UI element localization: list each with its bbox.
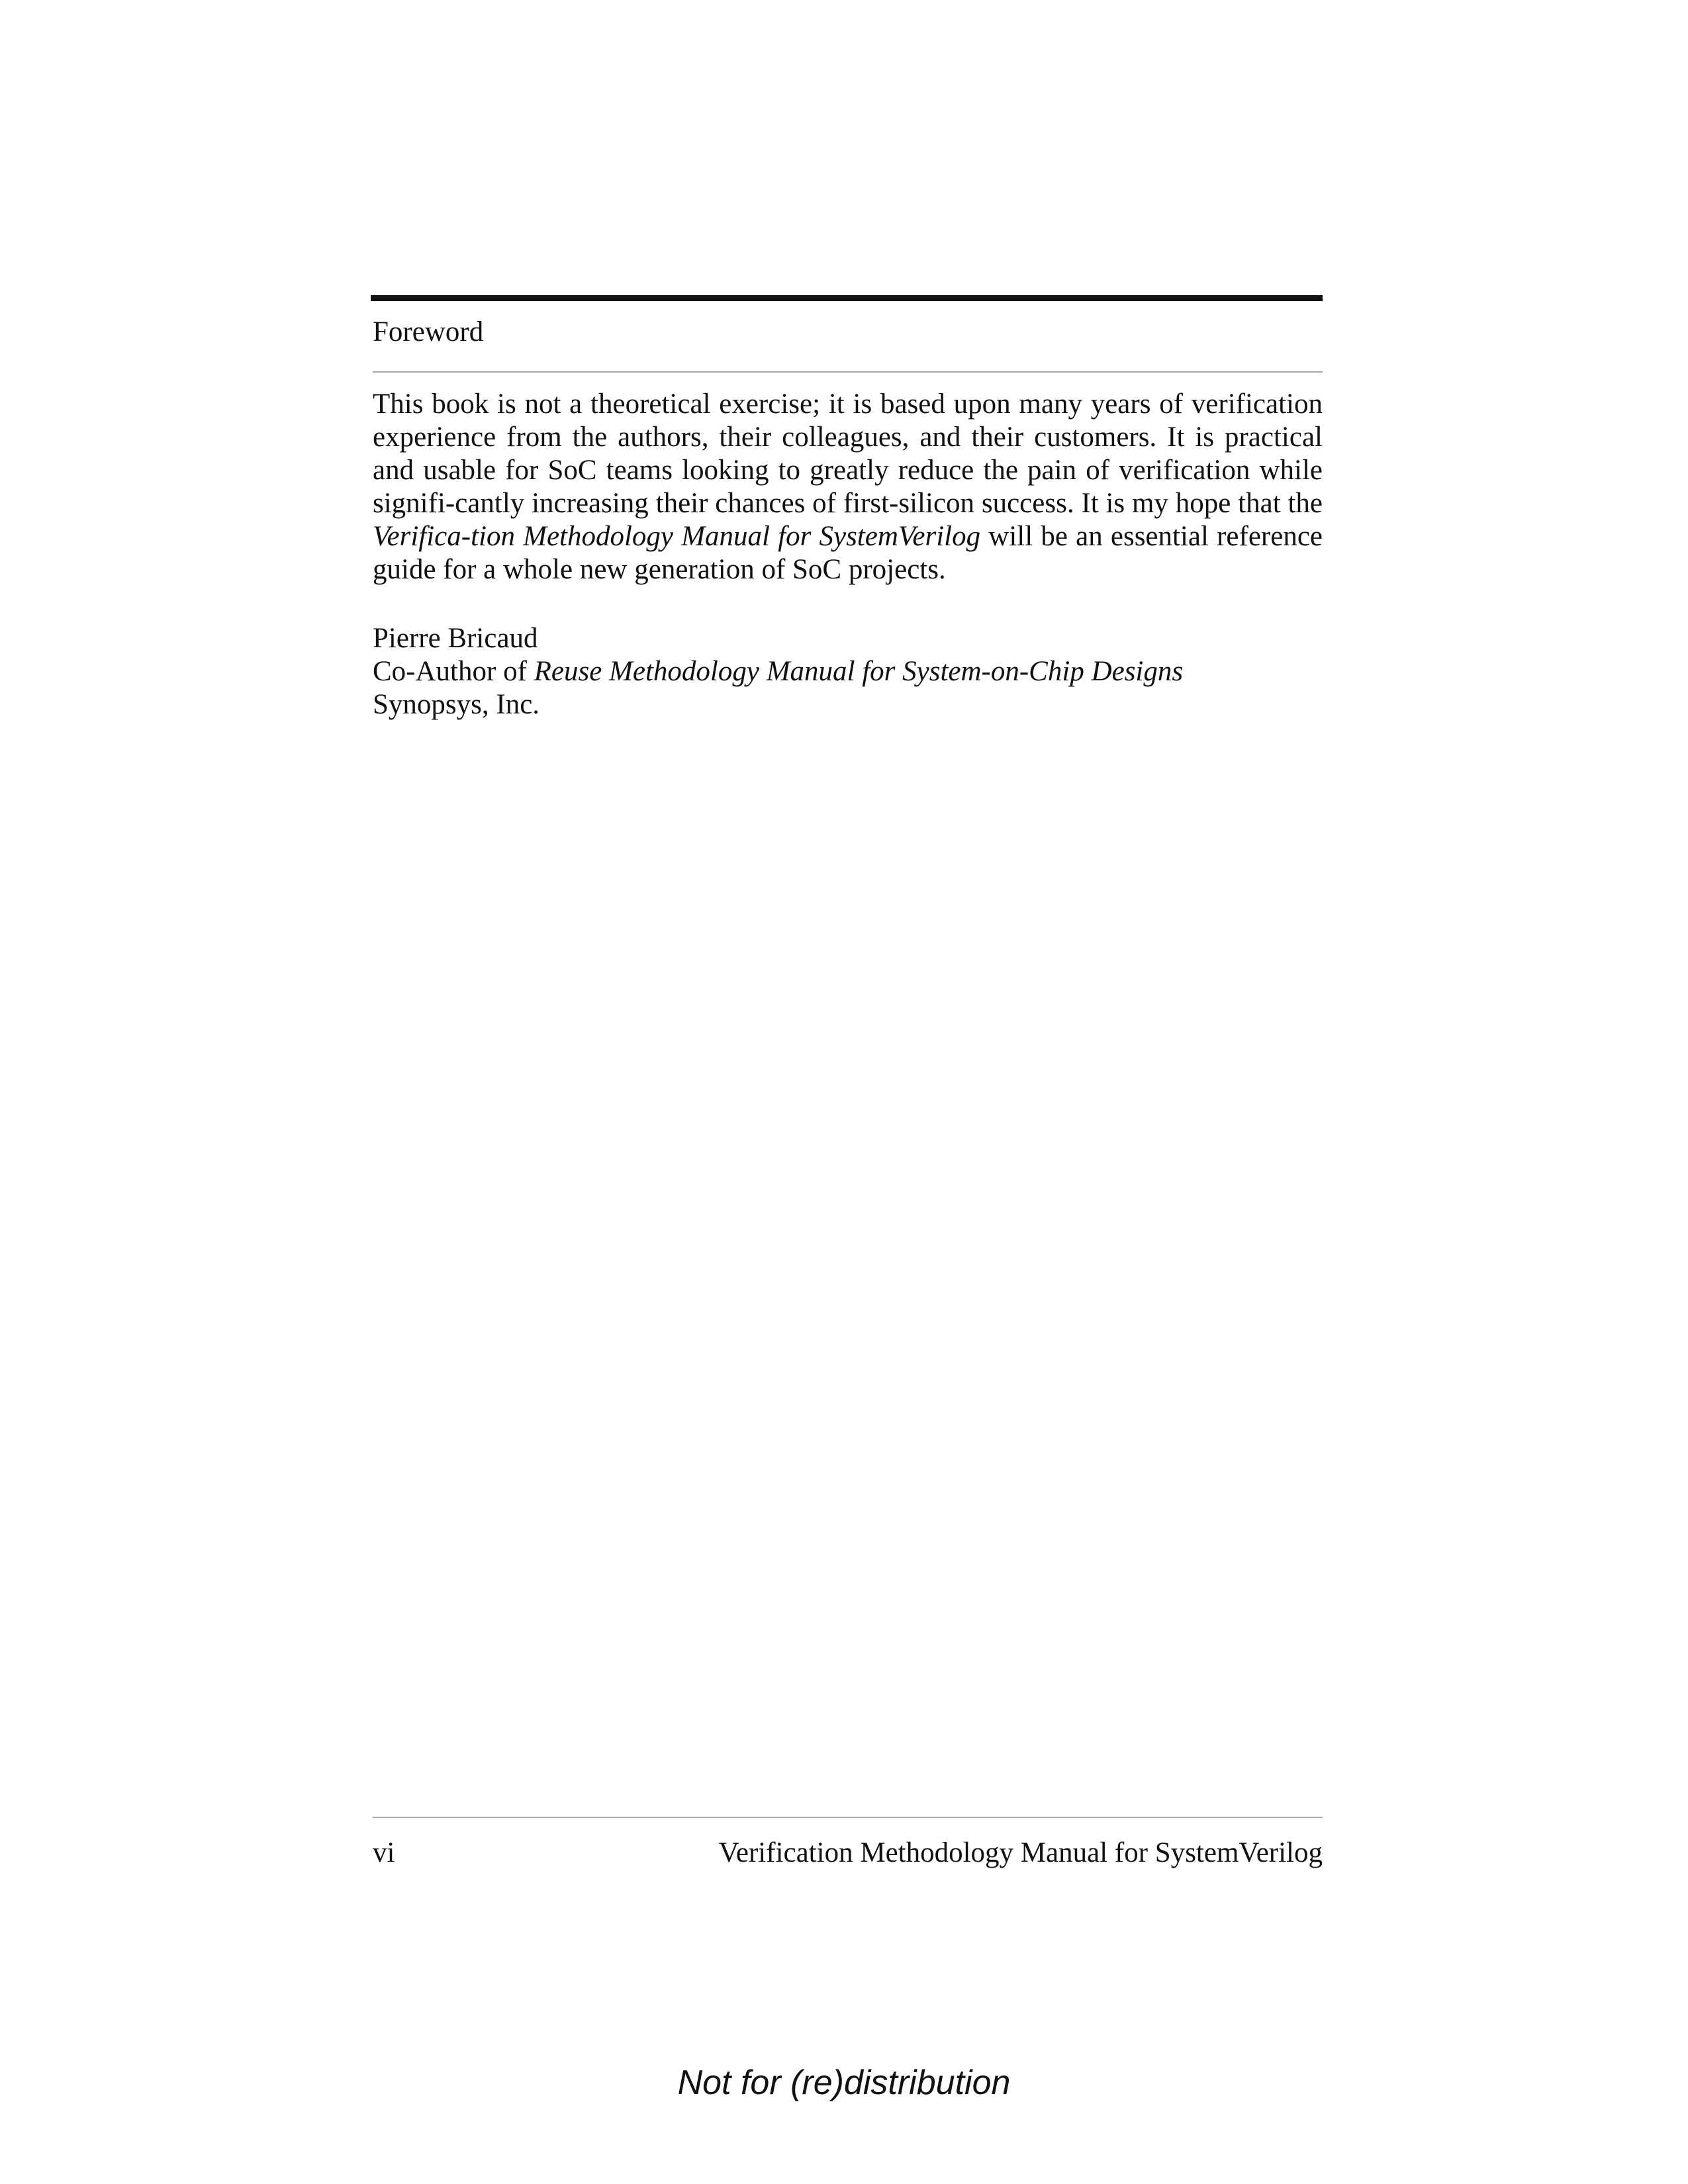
foreword-paragraph xyxy=(373,388,1323,586)
header-divider xyxy=(373,371,1323,373)
paragraph-book-title: Verifica-tion Methodology Manual for SystemVerilog xyxy=(373,521,981,552)
signature-block xyxy=(373,622,1183,721)
author-role-book: Reuse Methodology Manual for System-on-Chip Designs xyxy=(534,656,1184,687)
author-role xyxy=(373,655,1183,688)
paragraph-text-2: will be an essential reference guide for a whole new generation of SoC projects. xyxy=(373,521,1323,585)
running-header-title: Foreword xyxy=(373,316,484,347)
author-role-prefix: Co-Author of xyxy=(373,656,534,687)
footer-divider xyxy=(373,1817,1323,1818)
distribution-watermark: Not for (re)distribution xyxy=(677,2064,1011,2102)
page-number: vi xyxy=(373,1837,395,1868)
author-company: Synopsys, Inc. xyxy=(373,689,540,720)
author-name: Pierre Bricaud xyxy=(373,623,538,654)
paragraph-text-1: This book is not a theoretical exercise; it is based upon many years of verification experience from the authors, their colleagues, and their customers. It is practical and usable for SoC teams looking to greatly reduce the pain of verification while signifi-cantly increasing their chances of first-silicon success. It is my hope that the xyxy=(373,388,1323,519)
footer-book-title: Verification Methodology Manual for SystemVerilog xyxy=(718,1837,1323,1868)
header-top-rule xyxy=(371,295,1323,301)
